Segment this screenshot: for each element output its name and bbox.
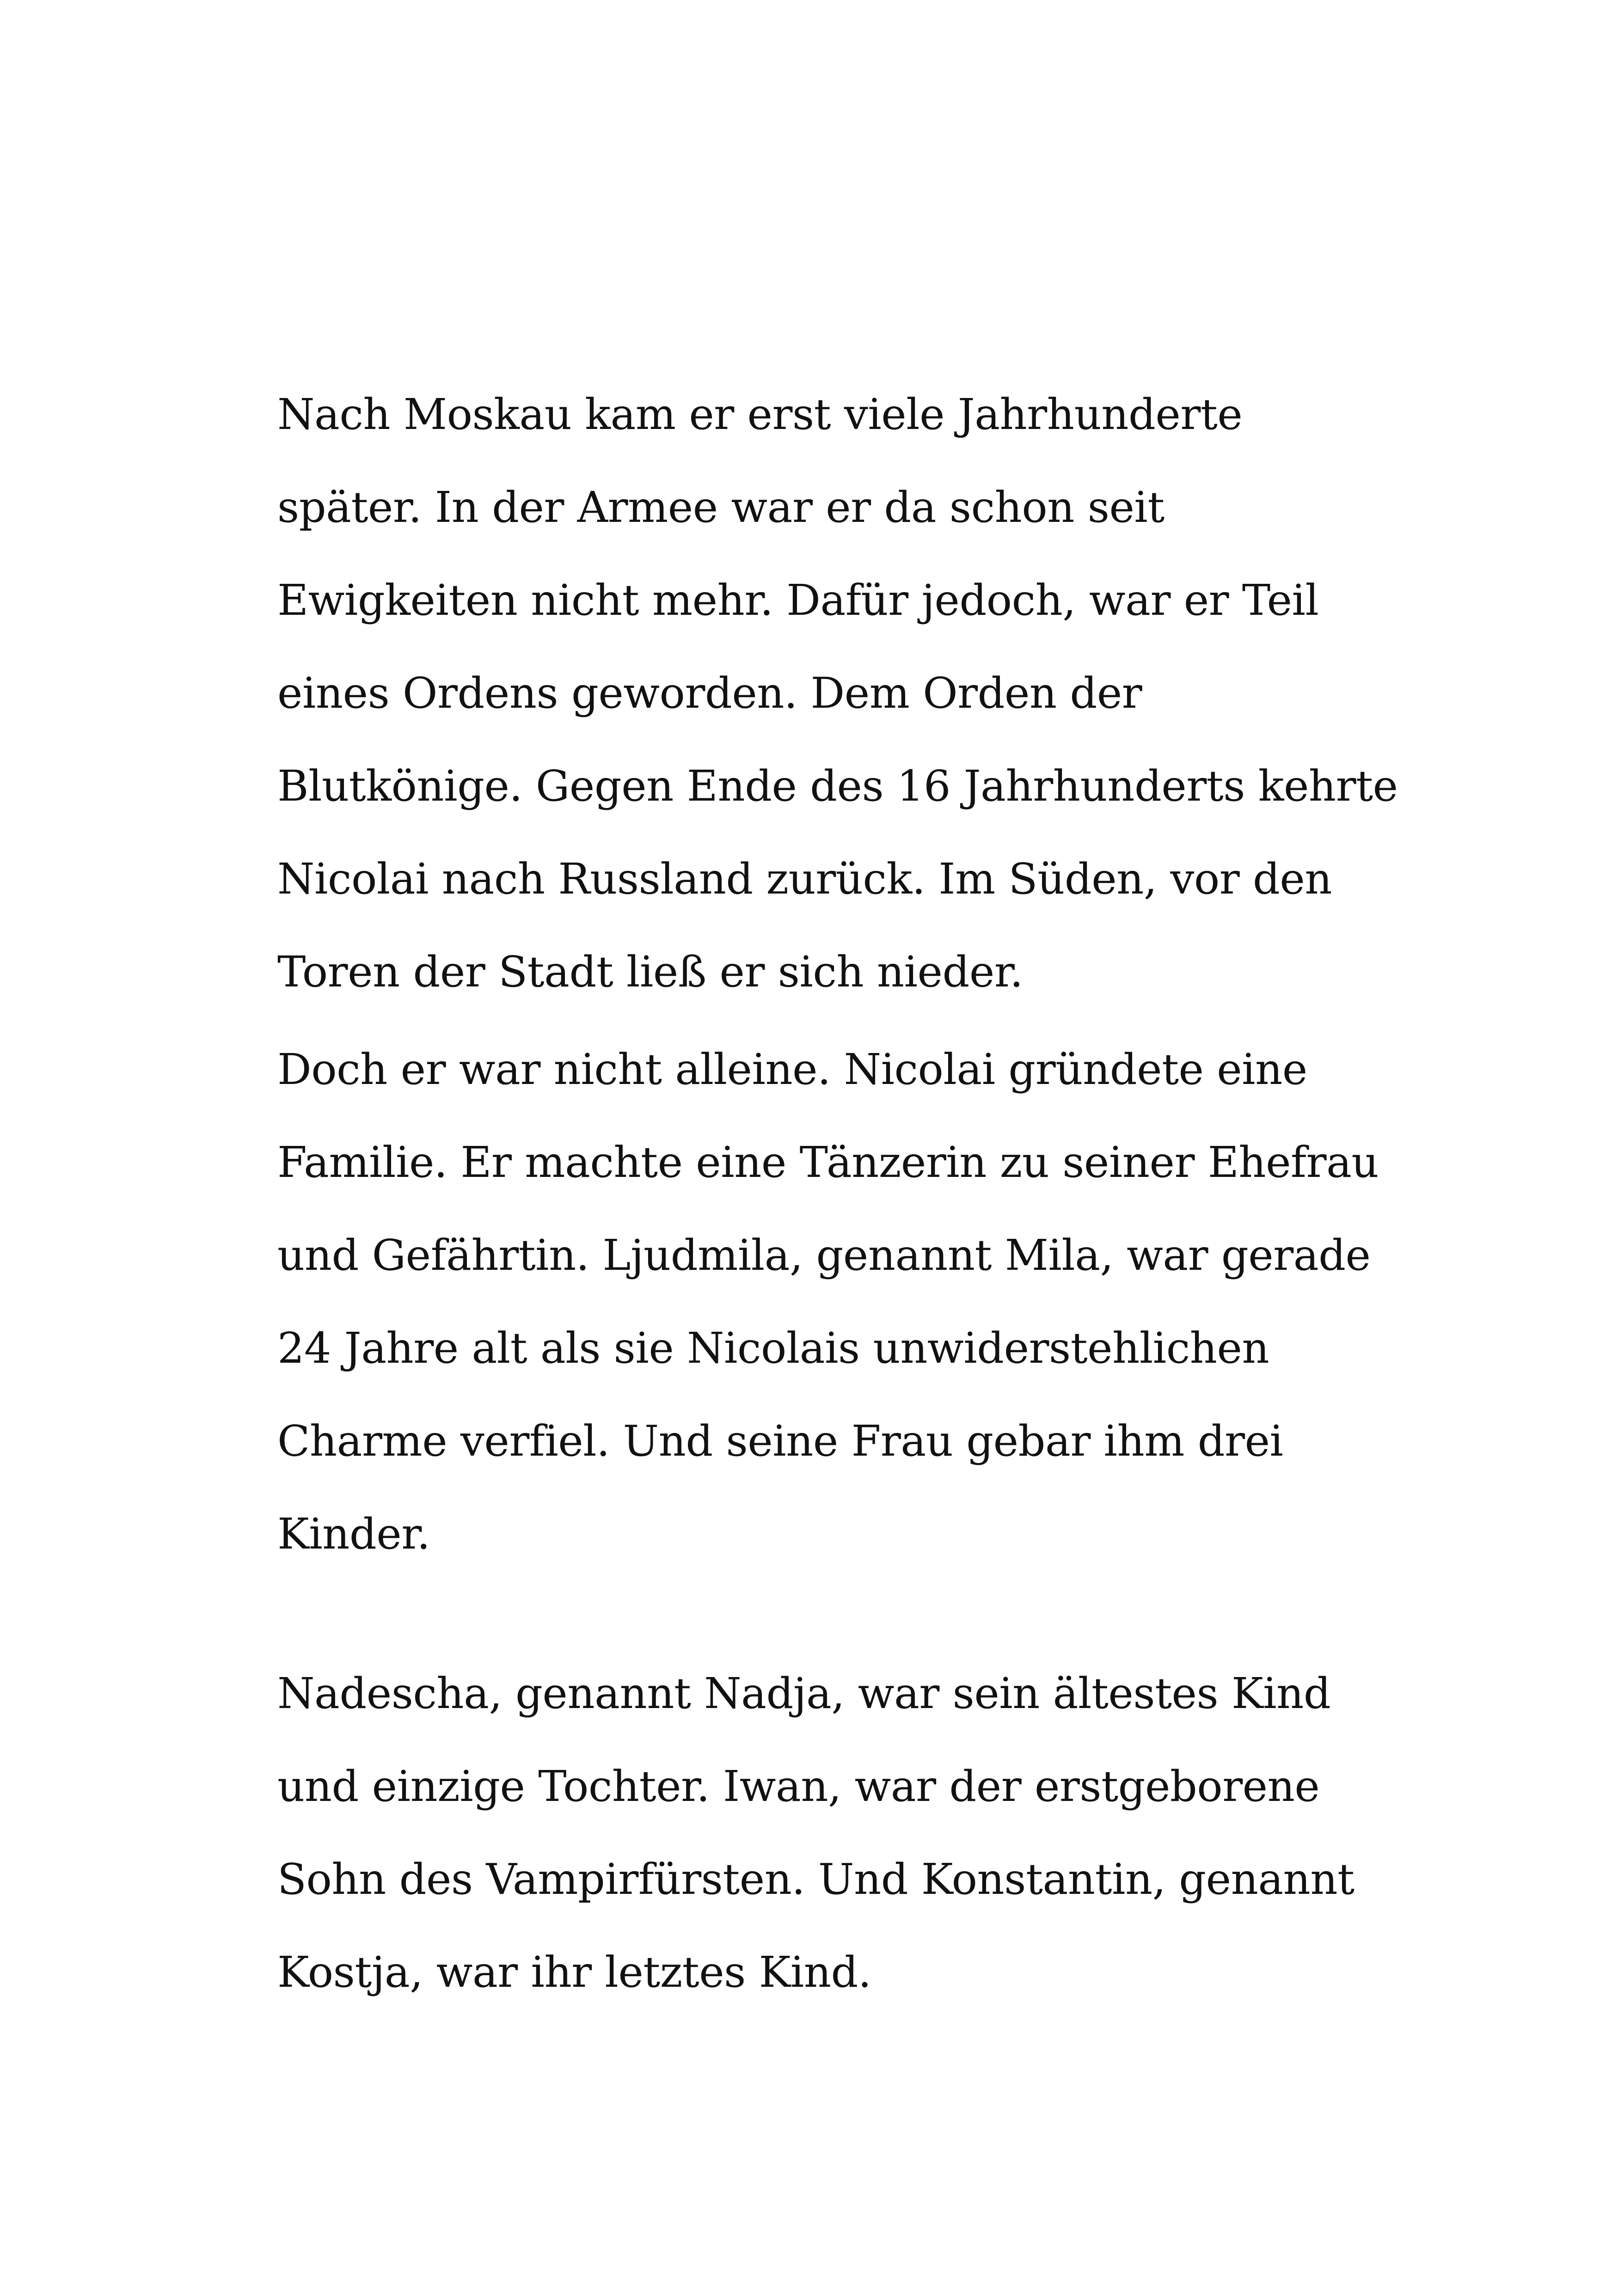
text-line: eines Ordens geworden. Dem Orden der xyxy=(277,668,1142,718)
text-line: später. In der Armee war er da schon seit xyxy=(277,483,1164,532)
paragraph-1 xyxy=(277,368,1398,1018)
text-line: und Gefährtin. Ljudmila, genannt Mila, war gerade xyxy=(277,1231,1371,1280)
text-line: Blutkönige. Gegen Ende des 16 Jahrhunderts kehrte xyxy=(277,761,1398,811)
paragraph-3 xyxy=(277,1647,1354,2019)
text-line: Kostja, war ihr letztes Kind. xyxy=(277,1947,871,1997)
text-line: Sohn des Vampirfürsten. Und Konstantin, genannt xyxy=(277,1855,1354,1904)
text-line: Ewigkeiten nicht mehr. Dafür jedoch, war er Teil xyxy=(277,576,1319,625)
text-line: Charme verfiel. Und seine Frau gebar ihm drei xyxy=(277,1416,1283,1466)
text-line: Nach Moskau kam er erst viele Jahrhunderte xyxy=(277,390,1243,439)
text-line: Toren der Stadt ließ er sich nieder. xyxy=(277,947,1023,997)
text-line: Nadescha, genannt Nadja, war sein ältestes Kind xyxy=(277,1669,1331,1718)
text-line: Doch er war nicht alleine. Nicolai gründete eine xyxy=(277,1045,1307,1094)
text-line: Kinder. xyxy=(277,1509,430,1559)
text-line: und einzige Tochter. Iwan, war der erstgeborene xyxy=(277,1762,1320,1811)
text-line: Nicolai nach Russland zurück. Im Süden, vor den xyxy=(277,854,1332,904)
text-line: 24 Jahre alt als sie Nicolais unwiderstehlichen xyxy=(277,1323,1269,1373)
paragraph-2 xyxy=(277,1023,1379,1580)
text-line: Familie. Er machte eine Tänzerin zu seiner Ehefrau xyxy=(277,1138,1379,1187)
